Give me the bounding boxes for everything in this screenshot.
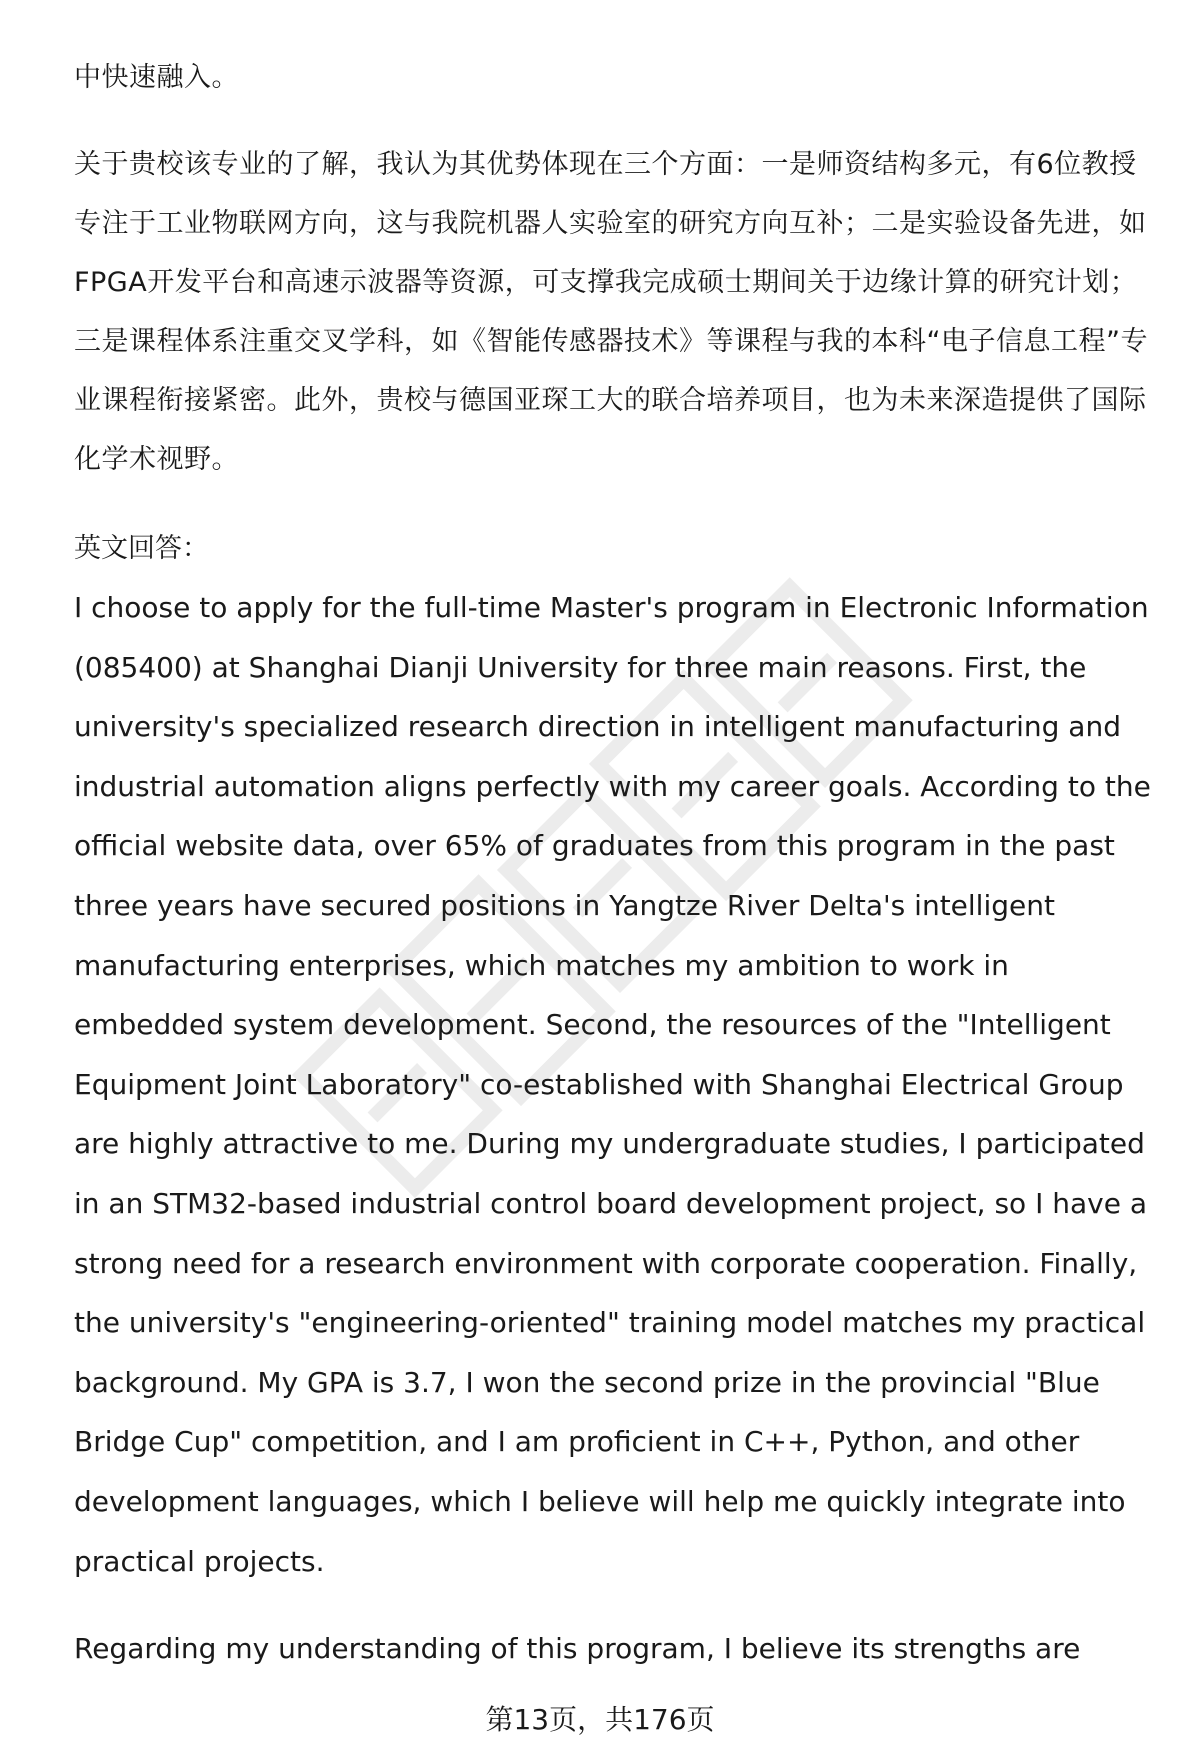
page-number-footer: 第13页，共176页	[485, 1703, 715, 1736]
paragraph-en-2: Regarding my understanding of this program, I believe its strengths are	[74, 1632, 1081, 1666]
english-answer-heading: 英文回答：	[74, 533, 209, 564]
paragraph-zh-2: 关于贵校该专业的了解，我认为其优势体现在三个方面：一是师资结构多元，有6位教授专注于工业物联网方向，这与我院机器人实验室的研究方向互补；二是实验设备先进，如FPGA开发平台和高速示波器等资源，可支撑我完成硕士期间关于边缘计算的研究计划；三是课程体系注重交叉学科，如《智能传感器技术》等课程与我的本科“电子信息工程”专业课程衔接紧密。此外，贵校与德国亚琛工大的联合培养项目，也为未来深造提供了国际化学术视野。	[74, 149, 1148, 475]
paragraph-en-1: I choose to apply for the full-time Master's program in Electronic Information (085400) at Shanghai Dianji University for three main reasons. First, the university's specialized research direction in intelligent manufacturing and industrial automation aligns perfectly with my career goals. According to the official website data, over 65% of graduates from this program in the past three years have secured positions in Yangtze River Delta's intelligent manufacturing enterprises, which matches my ambition to work in embedded system development. Second, the resources of the "Intelligent Equipment Joint Laboratory" co-established with Shanghai Electrical Group are highly attractive to me. During my undergraduate studies, I participated in an STM32-based industrial control board development project, so I have a strong need for a research environment with corporate cooperation. Finally, the university's "engineering-oriented" training model matches my practical background. My GPA is 3.7, I won the second prize in the provincial "Blue Bridge Cup" competition, and I am proficient in C++, Python, and other development languages, which I believe will help me quickly integrate into practical projects.	[74, 591, 1151, 1578]
paragraph-zh-1: 中快速融入。	[74, 62, 239, 93]
document-body	[74, 48, 1156, 1679]
